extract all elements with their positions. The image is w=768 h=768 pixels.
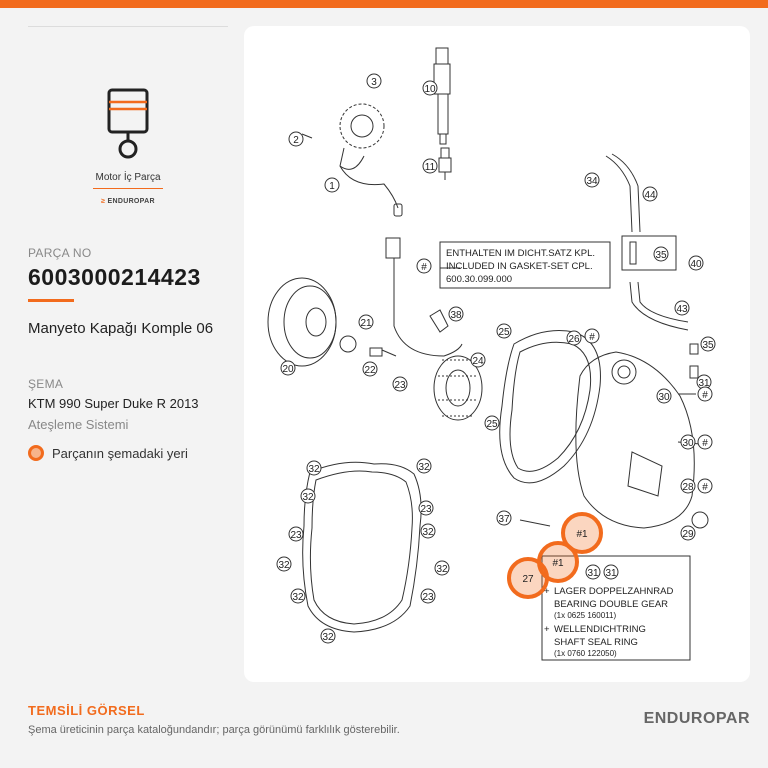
callout-label: 28 — [682, 482, 694, 493]
callout-label: 32 — [308, 464, 320, 475]
note-line: 600.30.099.000 — [446, 274, 513, 285]
highlight-marker-icon — [28, 445, 44, 461]
brand-logo: ENDUROPAR — [643, 710, 750, 727]
divider — [28, 26, 228, 27]
callout-label: 43 — [676, 304, 688, 315]
divider — [93, 188, 163, 189]
callout-label: 24 — [472, 356, 484, 367]
callout-label: 29 — [682, 529, 694, 540]
callout-label: 31 — [587, 568, 599, 579]
callout-label: 20 — [282, 364, 294, 375]
legend-label: Parçanın şemadaki yeri — [52, 445, 188, 461]
callout-label: 32 — [278, 560, 290, 571]
callout-label: 32 — [322, 632, 334, 643]
callout-label: 32 — [436, 564, 448, 575]
callout-label: 32 — [422, 527, 434, 538]
callout-label: 25 — [486, 419, 498, 430]
callout-label: #1 — [576, 529, 588, 540]
callout-label: # — [702, 438, 708, 449]
note-line: SHAFT SEAL RING — [554, 637, 638, 648]
callout-label: 37 — [498, 514, 510, 525]
callout-label: 35 — [702, 340, 714, 351]
note-line: ENTHALTEN IM DICHT.SATZ KPL. — [446, 248, 596, 259]
callout-label: 2 — [293, 135, 299, 146]
callout-label: 38 — [450, 310, 462, 321]
callout-label: 32 — [292, 592, 304, 603]
note-line: WELLENDICHTRING — [554, 624, 646, 635]
parts-diagram — [244, 26, 750, 682]
callout-label: 10 — [424, 84, 436, 95]
category-badge — [60, 80, 196, 205]
callout-label: 35 — [655, 250, 667, 261]
callout-label: 26 — [568, 334, 580, 345]
part-number-label: PARÇA NO — [28, 246, 92, 260]
part-number: 6003000214423 — [28, 264, 201, 290]
note-line: LAGER DOPPELZAHNRAD — [554, 586, 674, 597]
footer-note: Şema üreticinin parça kataloğundandır; parça görünümü farklılık gösterebilir. — [28, 724, 400, 736]
callout-label: # — [589, 332, 595, 343]
footer-title: TEMSİLİ GÖRSEL — [28, 703, 145, 718]
callout-label: 32 — [418, 462, 430, 473]
callout-label: 25 — [498, 327, 510, 338]
callout-label: 23 — [290, 530, 302, 541]
callout-label: 1 — [329, 181, 335, 192]
top-accent-bar — [0, 0, 768, 8]
note-line: (1x 0625 160011) — [554, 611, 617, 620]
callout-label: 21 — [360, 318, 372, 329]
legend — [28, 445, 188, 461]
callout-label: 23 — [422, 592, 434, 603]
divider — [28, 299, 74, 302]
callout-label: #1 — [552, 558, 564, 569]
callout-label: 30 — [682, 438, 694, 449]
callout-label: # — [702, 482, 708, 493]
category-label: Motor İç Parça — [95, 172, 161, 183]
note-line: + — [544, 624, 550, 635]
exploded-view-drawing — [244, 26, 750, 682]
callout-label: 34 — [586, 176, 598, 187]
note-line: + — [544, 586, 550, 597]
callout-label: 40 — [690, 259, 702, 270]
callout-label: # — [702, 390, 708, 401]
schema-label: ŞEMA — [28, 377, 64, 391]
callout-label: 3 — [371, 77, 377, 88]
callout-label: 44 — [644, 190, 656, 201]
callout-label: 11 — [424, 162, 436, 173]
callout-label: 23 — [420, 504, 432, 515]
callout-label: 27 — [522, 574, 534, 585]
brand-logo: ≥ ENDUROPAR — [101, 198, 155, 205]
note-line: BEARING DOUBLE GEAR — [554, 599, 669, 610]
piston-icon — [103, 80, 153, 164]
note-line: (1x 0760 122050) — [554, 649, 617, 658]
note-line: INCLUDED IN GASKET-SET CPL. — [446, 261, 593, 272]
callout-label: 23 — [394, 380, 406, 391]
callout-label: 30 — [658, 392, 670, 403]
callout-label: # — [421, 262, 427, 273]
part-name: Manyeto Kapağı Komple 06 — [28, 320, 214, 337]
callout-label: 31 — [605, 568, 617, 579]
callout-label: 22 — [364, 365, 376, 376]
callout-label: 32 — [302, 492, 314, 503]
system-name: Ateşleme Sistemi — [28, 417, 129, 432]
vehicle-model: KTM 990 Super Duke R 2013 — [28, 396, 199, 411]
callout-label: 31 — [698, 378, 710, 389]
